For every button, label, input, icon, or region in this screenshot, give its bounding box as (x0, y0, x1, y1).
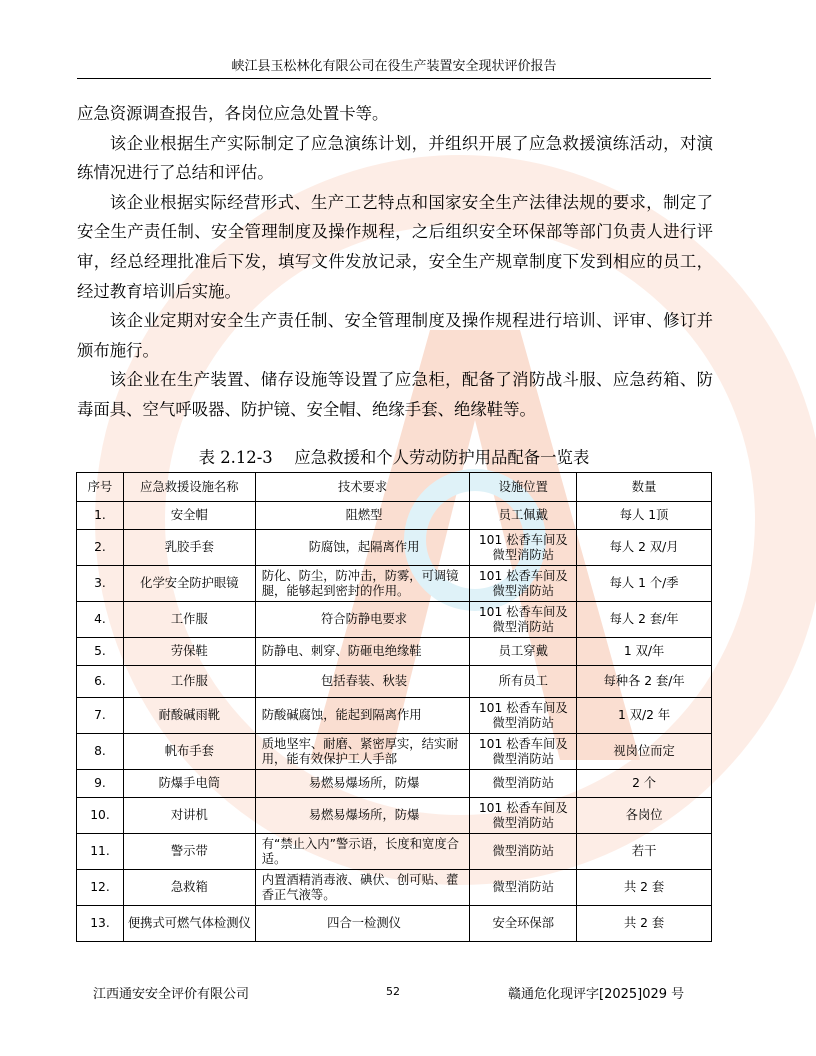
cell-no: 7. (77, 698, 124, 734)
cell-location: 101 松香车间及微型消防站 (470, 734, 577, 770)
cell-requirement: 包括春装、秋装 (255, 666, 470, 698)
cell-name: 劳保鞋 (123, 638, 255, 666)
table-row (77, 530, 712, 566)
cell-quantity: 2 个 (577, 770, 712, 798)
paragraph: 应急资源调查报告，各岗位应急处置卡等。 (77, 104, 389, 123)
cell-requirement: 防静电、刺穿、防砸电绝缘鞋 (255, 638, 470, 666)
cell-no: 6. (77, 666, 124, 698)
cell-location: 所有员工 (470, 666, 577, 698)
table-row (77, 602, 712, 638)
cell-no: 12. (77, 870, 124, 906)
table-row (77, 906, 712, 942)
cell-quantity: 每种各 2 套/年 (577, 666, 712, 698)
cell-no: 2. (77, 530, 124, 566)
cell-requirement: 有“禁止入内”警示语，长度和宽度合适。 (255, 834, 470, 870)
cell-requirement: 防化、防尘，防冲击，防雾，可调镜腿，能够起到密封的作用。 (255, 566, 470, 602)
cell-name: 化学安全防护眼镜 (123, 566, 255, 602)
cell-location: 微型消防站 (470, 870, 577, 906)
cell-no: 1. (77, 502, 124, 530)
cell-requirement: 质地坚牢、耐磨、紧密厚实，结实耐用，能有效保护工人手部 (255, 734, 470, 770)
cell-requirement: 符合防静电要求 (255, 602, 470, 638)
cell-requirement: 易燃易爆场所，防爆 (255, 798, 470, 834)
cell-quantity: 每人 2 双/月 (577, 530, 712, 566)
cell-name: 帆布手套 (123, 734, 255, 770)
table-row (77, 770, 712, 798)
table-header-row (77, 473, 712, 502)
table-row (77, 502, 712, 530)
cell-location: 员工佩戴 (470, 502, 577, 530)
col-header-requirement: 技术要求 (255, 473, 470, 502)
cell-quantity: 共 2 套 (577, 870, 712, 906)
footer-company: 江西通安安全评价有限公司 (93, 987, 250, 1002)
cell-name: 工作服 (123, 666, 255, 698)
col-header-location: 设施位置 (470, 473, 577, 502)
col-header-quantity: 数量 (577, 473, 712, 502)
cell-requirement: 四合一检测仪 (255, 906, 470, 942)
cell-location: 微型消防站 (470, 834, 577, 870)
cell-location: 101 松香车间及微型消防站 (470, 798, 577, 834)
cell-no: 9. (77, 770, 124, 798)
cell-name: 警示带 (123, 834, 255, 870)
cell-requirement: 易燃易爆场所，防爆 (255, 770, 470, 798)
cell-name: 工作服 (123, 602, 255, 638)
table-row (77, 666, 712, 698)
footer-page-number: 52 (386, 985, 400, 998)
cell-quantity: 1 双/年 (577, 638, 712, 666)
table-row (77, 870, 712, 906)
cell-name: 对讲机 (123, 798, 255, 834)
col-header-no: 序号 (77, 473, 124, 502)
cell-no: 10. (77, 798, 124, 834)
cell-no: 4. (77, 602, 124, 638)
table-row (77, 566, 712, 602)
cell-quantity: 共 2 套 (577, 906, 712, 942)
paragraph: 该企业在生产装置、储存设施等设置了应急柜，配备了消防战斗服、应急药箱、防毒面具、空气呼吸器、防护镜、安全帽、绝缘手套、绝缘鞋等。 (77, 370, 713, 419)
cell-location: 101 松香车间及微型消防站 (470, 698, 577, 734)
col-header-name: 应急救援设施名称 (123, 473, 255, 502)
cell-quantity: 各岗位 (577, 798, 712, 834)
table-row (77, 834, 712, 870)
cell-requirement: 防腐蚀，起隔离作用 (255, 530, 470, 566)
paragraph: 该企业定期对安全生产责任制、安全管理制度及操作规程进行培训、评审、修订并颁布施行。 (77, 311, 713, 360)
paragraph: 该企业根据实际经营形式、生产工艺特点和国家安全生产法律法规的要求，制定了安全生产责任制、安全管理制度及操作规程，之后组织安全环保部等部门负责人进行评审，经总经理批准后下发，填写文件发放记录，安全生产规章制度下发到相应的员工，经过教育培训后实施。 (77, 192, 713, 301)
body-text (77, 99, 713, 425)
cell-quantity: 每人 2 套/年 (577, 602, 712, 638)
cell-no: 5. (77, 638, 124, 666)
table-row (77, 734, 712, 770)
cell-no: 3. (77, 566, 124, 602)
cell-location: 101 松香车间及微型消防站 (470, 530, 577, 566)
cell-quantity: 每人 1顶 (577, 502, 712, 530)
cell-name: 急救箱 (123, 870, 255, 906)
cell-requirement: 防酸碱腐蚀，能起到隔离作用 (255, 698, 470, 734)
cell-location: 微型消防站 (470, 770, 577, 798)
table-caption: 表 2.12-3 应急救援和个人劳动防护用品配备一览表 (198, 448, 590, 467)
cell-requirement: 内置酒精消毒液、碘伏、创可贴、藿香正气液等。 (255, 870, 470, 906)
table-row (77, 638, 712, 666)
cell-location: 101 松香车间及微型消防站 (470, 566, 577, 602)
cell-name: 耐酸碱雨靴 (123, 698, 255, 734)
cell-location: 101 松香车间及微型消防站 (470, 602, 577, 638)
cell-quantity: 每人 1 个/季 (577, 566, 712, 602)
footer-doc-number: 赣通危化现评字[2025]029 号 (508, 987, 685, 1002)
cell-quantity: 视岗位而定 (577, 734, 712, 770)
equipment-table (76, 472, 712, 942)
table-row (77, 698, 712, 734)
cell-location: 员工穿戴 (470, 638, 577, 666)
cell-no: 13. (77, 906, 124, 942)
page-header: 峡江县玉松林化有限公司在役生产装置安全现状评价报告 (77, 57, 711, 79)
cell-no: 8. (77, 734, 124, 770)
cell-quantity: 1 双/2 年 (577, 698, 712, 734)
cell-name: 乳胶手套 (123, 530, 255, 566)
cell-name: 安全帽 (123, 502, 255, 530)
paragraph: 该企业根据生产实际制定了应急演练计划，并组织开展了应急救援演练活动，对演练情况进行了总结和评估。 (77, 133, 713, 183)
cell-location: 安全环保部 (470, 906, 577, 942)
cell-name: 便携式可燃气体检测仪 (123, 906, 255, 942)
cell-name: 防爆手电筒 (123, 770, 255, 798)
table-row (77, 798, 712, 834)
cell-requirement: 阻燃型 (255, 502, 470, 530)
cell-quantity: 若干 (577, 834, 712, 870)
cell-no: 11. (77, 834, 124, 870)
